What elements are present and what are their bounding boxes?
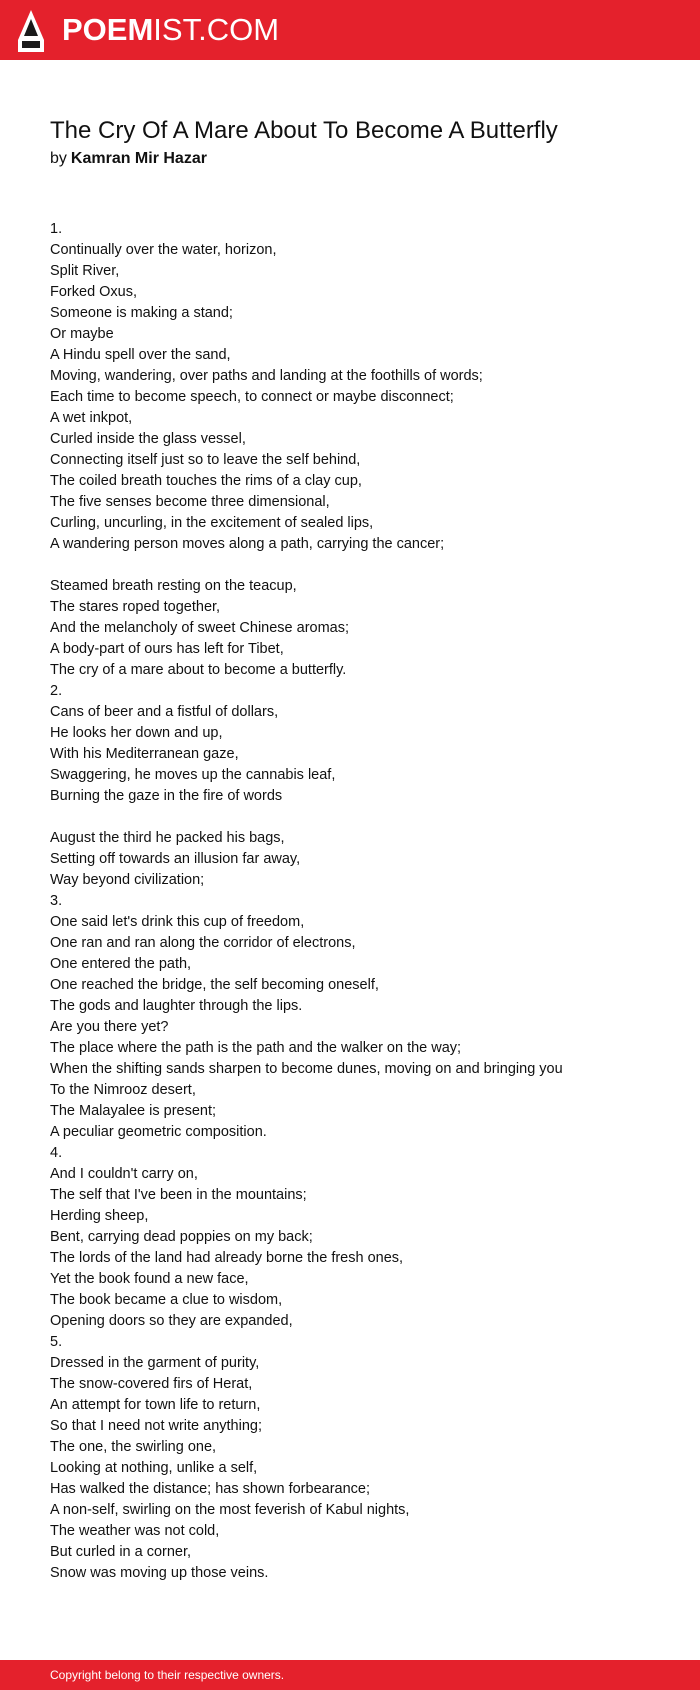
poem-byline: [50, 148, 207, 170]
stanza-break: [50, 555, 670, 576]
poem-line: The five senses become three dimensional,: [50, 494, 330, 510]
poem-line: Setting off towards an illusion far away,: [50, 851, 301, 867]
logo-text-bold: POEM: [62, 12, 154, 47]
logo-text-rest: IST.COM: [153, 12, 280, 47]
poem-line: Burning the gaze in the fire of words: [50, 788, 283, 804]
poem-line: Each time to become speech, to connect or maybe disconnect;: [50, 389, 454, 405]
poem-line: The one, the swirling one,: [50, 1439, 217, 1455]
poem-line: The cry of a mare about to become a butterfly.: [50, 662, 347, 678]
author-name: Kamran Mir Hazar: [70, 150, 207, 167]
poem-line: Are you there yet?: [50, 1019, 169, 1035]
poem-line: A wandering person moves along a path, carrying the cancer;: [50, 536, 445, 552]
poem-line: The book became a clue to wisdom,: [50, 1292, 283, 1308]
poem-line: And I couldn't carry on,: [50, 1166, 198, 1182]
poem-line: To the Nimrooz desert,: [50, 1082, 196, 1098]
poem-line: A non-self, swirling on the most feverish of Kabul nights,: [50, 1502, 410, 1518]
poem-line: The snow-covered firs of Herat,: [50, 1376, 253, 1392]
poem-line: One entered the path,: [50, 956, 192, 972]
poem-title: The Cry Of A Mare About To Become A Butterfly: [50, 117, 558, 144]
poem-line: Curled inside the glass vessel,: [50, 431, 246, 447]
site-header: [0, 0, 700, 60]
poem-line: Has walked the distance; has shown forbearance;: [50, 1481, 370, 1497]
poem-line: Split River,: [50, 263, 120, 279]
poem-line: Way beyond civilization;: [50, 872, 205, 888]
poem-line: Someone is making a stand;: [50, 305, 233, 321]
poem-line: A wet inkpot,: [50, 410, 133, 426]
poem-line: He looks her down and up,: [50, 725, 223, 741]
poem-line: The stares roped together,: [50, 599, 221, 615]
poem-line: A Hindu spell over the sand,: [50, 347, 231, 363]
poem-line: Forked Oxus,: [50, 284, 138, 300]
stanza-break: [50, 807, 670, 828]
poem-line: Cans of beer and a fistful of dollars,: [50, 704, 279, 720]
poem-line: Curling, uncurling, in the excitement of sealed lips,: [50, 515, 374, 531]
poem-line: Snow was moving up those veins.: [50, 1565, 269, 1581]
poem-line: One reached the bridge, the self becoming oneself,: [50, 977, 379, 993]
poem-line: The place where the path is the path and the walker on the way;: [50, 1040, 462, 1056]
poem-line: Bent, carrying dead poppies on my back;: [50, 1229, 313, 1245]
site-logo[interactable]: [62, 11, 279, 49]
poem-line: Continually over the water, horizon,: [50, 242, 277, 258]
poem-line: So that I need not write anything;: [50, 1418, 262, 1434]
poem-line: Opening doors so they are expanded,: [50, 1313, 293, 1329]
poem-line: 2.: [50, 683, 63, 699]
poem-line: 1.: [50, 221, 63, 237]
poem-line: 5.: [50, 1334, 63, 1350]
poem-line: One ran and ran along the corridor of electrons,: [50, 935, 356, 951]
pencil-tip-icon[interactable]: [18, 10, 44, 52]
poem-line: The coiled breath touches the rims of a clay cup,: [50, 473, 362, 489]
poem-line: The Malayalee is present;: [50, 1103, 217, 1119]
poem-line: And the melancholy of sweet Chinese aromas;: [50, 620, 350, 636]
poem-line: Steamed breath resting on the teacup,: [50, 578, 297, 594]
poem-line: Herding sheep,: [50, 1208, 149, 1224]
poem-line: August the third he packed his bags,: [50, 830, 285, 846]
poem-line: The gods and laughter through the lips.: [50, 998, 303, 1014]
poem-line: 3.: [50, 893, 63, 909]
poem-line: But curled in a corner,: [50, 1544, 192, 1560]
poem-line: Looking at nothing, unlike a self,: [50, 1460, 258, 1476]
poem-line: A body-part of ours has left for Tibet,: [50, 641, 284, 657]
site-footer: [0, 1660, 700, 1690]
copyright-text: Copyright belong to their respective owners.: [50, 1668, 285, 1682]
poem-line: 4.: [50, 1145, 63, 1161]
poem-line: When the shifting sands sharpen to become dunes, moving on and bringing you: [50, 1061, 563, 1077]
poem-line: Connecting itself just so to leave the self behind,: [50, 452, 361, 468]
poem-line: The self that I've been in the mountains;: [50, 1187, 307, 1203]
poem-line: The lords of the land had already borne the fresh ones,: [50, 1250, 404, 1266]
poem-line: Or maybe: [50, 326, 114, 342]
poem-line: Yet the book found a new face,: [50, 1271, 249, 1287]
poem-line: The weather was not cold,: [50, 1523, 220, 1539]
by-label: by: [50, 150, 67, 167]
poem-line: An attempt for town life to return,: [50, 1397, 261, 1413]
poem-body: [50, 219, 670, 1584]
poem-line: Dressed in the garment of purity,: [50, 1355, 260, 1371]
poem-line: A peculiar geometric composition.: [50, 1124, 267, 1140]
poem-line: With his Mediterranean gaze,: [50, 746, 239, 762]
poem-line: Swaggering, he moves up the cannabis leaf,: [50, 767, 336, 783]
poem-line: Moving, wandering, over paths and landing at the foothills of words;: [50, 368, 483, 384]
poem-line: One said let's drink this cup of freedom,: [50, 914, 305, 930]
